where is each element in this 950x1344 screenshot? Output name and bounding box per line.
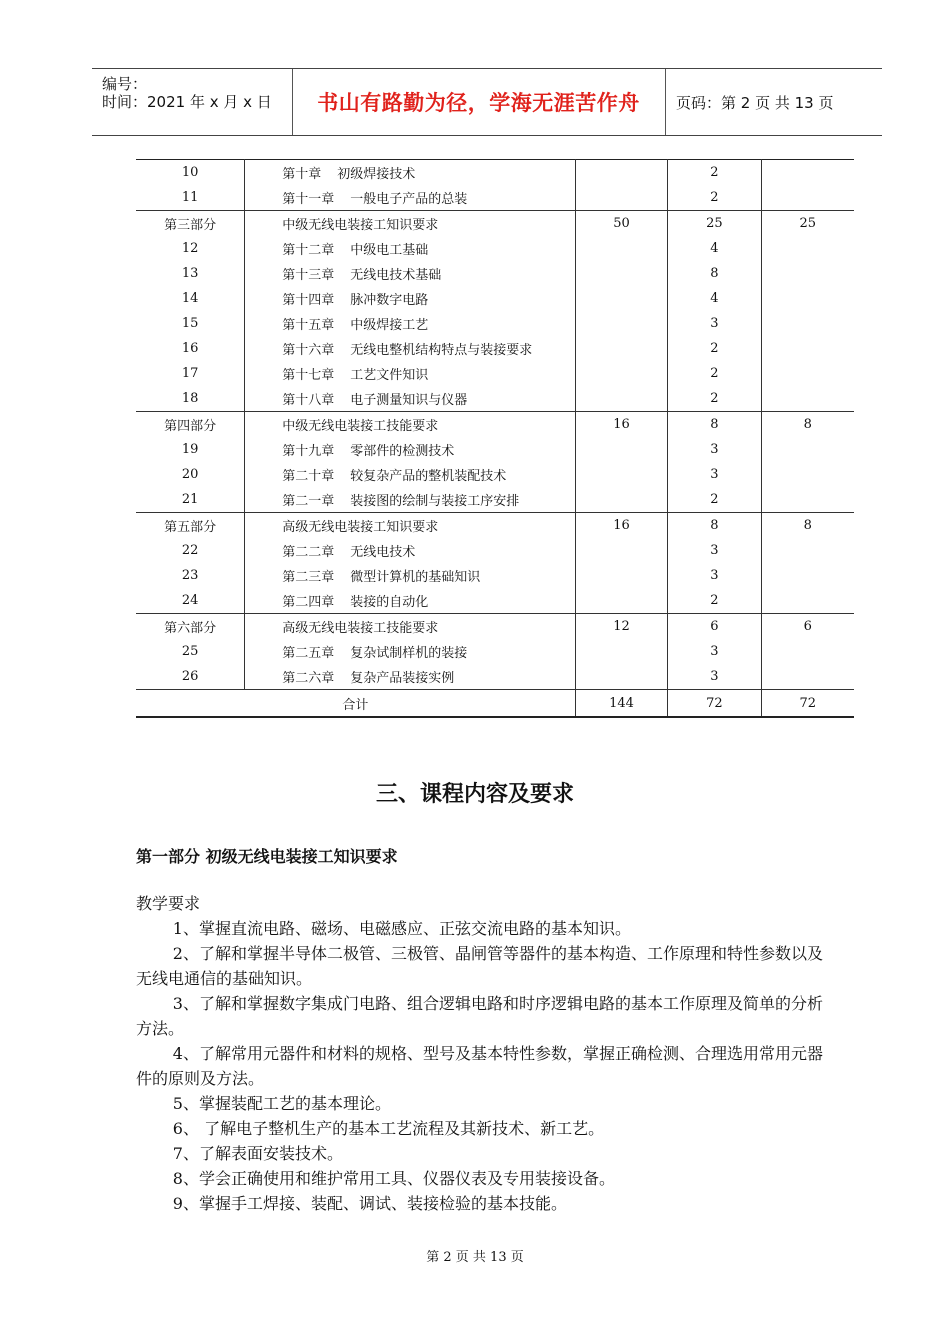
requirement-item: 3、了解和掌握数字集成门电路、组合逻辑电路和时序逻辑电路的基本工作原理及简单的分析方法。	[136, 994, 823, 1038]
chapter-label: 高级无线电装接工技能要求	[282, 621, 439, 636]
doc-code-label: 编号：	[102, 75, 148, 93]
theory-hours-cell: 2	[668, 487, 761, 513]
header-page-cell	[666, 69, 882, 135]
chapter-label: 第十四章	[282, 293, 335, 308]
header-motto-cell	[292, 69, 666, 135]
row-title-cell	[245, 160, 576, 186]
doc-time-label: 时间：2021 年 x 月 x 日	[102, 93, 272, 111]
row-title-cell	[245, 361, 576, 386]
practice-hours-cell: 25	[761, 211, 854, 237]
theory-hours-cell: 3	[668, 664, 761, 690]
row-title-cell	[245, 236, 576, 261]
table-row	[136, 412, 854, 438]
chapter-label: 第十一章	[282, 192, 335, 207]
table-row	[136, 538, 854, 563]
course-hours-table	[136, 159, 854, 718]
table-row	[136, 487, 854, 513]
total-hours-cell	[575, 185, 667, 211]
row-id-cell: 14	[136, 286, 245, 311]
chapter-label: 第二一章	[282, 494, 335, 509]
table-row	[136, 437, 854, 462]
row-title-cell	[245, 261, 576, 286]
theory-hours-cell: 3	[668, 563, 761, 588]
practice-hours-cell	[761, 538, 854, 563]
total-hours-cell: 16	[575, 412, 667, 438]
chapter-title: 一般电子产品的总装	[350, 192, 468, 207]
total-hours-cell	[575, 261, 667, 286]
total-hours-cell: 16	[575, 513, 667, 539]
total-hours-cell: 12	[575, 614, 667, 640]
chapter-title: 零部件的检测技术	[350, 444, 455, 459]
total-practice-cell: 72	[761, 690, 854, 718]
theory-hours-cell: 8	[668, 412, 761, 438]
theory-hours-cell: 3	[668, 437, 761, 462]
theory-hours-cell: 2	[668, 160, 761, 186]
practice-hours-cell	[761, 639, 854, 664]
total-hours-cell	[575, 160, 667, 186]
total-hours-cell	[575, 286, 667, 311]
practice-hours-cell	[761, 588, 854, 614]
row-id-cell: 25	[136, 639, 245, 664]
row-title-cell	[245, 336, 576, 361]
table-row	[136, 639, 854, 664]
row-title-cell	[245, 437, 576, 462]
row-id-cell: 24	[136, 588, 245, 614]
total-hours-cell	[575, 437, 667, 462]
row-id-cell: 16	[136, 336, 245, 361]
row-title-cell	[245, 185, 576, 211]
total-sum-cell: 144	[575, 690, 667, 718]
table-row	[136, 386, 854, 412]
row-title-cell	[245, 513, 576, 539]
chapter-label: 中级无线电装接工技能要求	[282, 419, 439, 434]
row-id-cell: 21	[136, 487, 245, 513]
practice-hours-cell	[761, 311, 854, 336]
row-id-cell: 17	[136, 361, 245, 386]
total-hours-cell	[575, 336, 667, 361]
chapter-label: 第二三章	[282, 570, 335, 585]
row-id-cell: 23	[136, 563, 245, 588]
chapter-title: 中级电工基础	[350, 243, 429, 258]
table-row	[136, 261, 854, 286]
requirement-item: 1、掌握直流电路、磁场、电磁感应、正弦交流电路的基本知识。	[172, 919, 631, 938]
row-id-cell: 15	[136, 311, 245, 336]
practice-hours-cell	[761, 437, 854, 462]
chapter-label: 第二五章	[282, 646, 335, 661]
table-row	[136, 185, 854, 211]
theory-hours-cell: 8	[668, 513, 761, 539]
table-row	[136, 236, 854, 261]
chapter-label: 高级无线电装接工知识要求	[282, 520, 439, 535]
practice-hours-cell	[761, 563, 854, 588]
row-title-cell	[245, 639, 576, 664]
row-id-cell: 10	[136, 160, 245, 186]
chapter-label: 中级无线电装接工知识要求	[282, 218, 439, 233]
chapter-title: 无线电技术	[350, 545, 416, 560]
table-row	[136, 160, 854, 186]
chapter-title: 脉冲数字电路	[350, 293, 429, 308]
chapter-title: 电子测量知识与仪器	[350, 393, 468, 408]
total-hours-cell	[575, 386, 667, 412]
chapter-title: 初级焊接技术	[337, 167, 416, 182]
total-label: 合计	[136, 690, 575, 718]
theory-hours-cell: 2	[668, 361, 761, 386]
practice-hours-cell	[761, 462, 854, 487]
table-row	[136, 614, 854, 640]
total-hours-cell	[575, 538, 667, 563]
table-row	[136, 211, 854, 237]
row-title-cell	[245, 563, 576, 588]
practice-hours-cell	[761, 664, 854, 690]
row-title-cell	[245, 614, 576, 640]
theory-hours-cell: 2	[668, 336, 761, 361]
table-row	[136, 311, 854, 336]
total-hours-cell	[575, 236, 667, 261]
chapter-title: 无线电技术基础	[350, 268, 442, 283]
requirement-item: 9、掌握手工焊接、装配、调试、装接检验的基本技能。	[172, 1194, 567, 1213]
section-title: 三、课程内容及要求	[375, 782, 574, 807]
total-hours-cell	[575, 563, 667, 588]
theory-hours-cell: 4	[668, 286, 761, 311]
chapter-title: 无线电整机结构特点与装接要求	[350, 343, 533, 358]
total-hours-cell	[575, 487, 667, 513]
chapter-title: 工艺文件知识	[350, 368, 429, 383]
table-row	[136, 336, 854, 361]
row-id-cell: 20	[136, 462, 245, 487]
page-footer: 第 2 页 共 13 页	[426, 1250, 524, 1265]
chapter-label: 第十二章	[282, 243, 335, 258]
total-hours-cell	[575, 361, 667, 386]
theory-hours-cell: 2	[668, 185, 761, 211]
practice-hours-cell	[761, 261, 854, 286]
row-id-cell: 12	[136, 236, 245, 261]
practice-hours-cell: 8	[761, 412, 854, 438]
row-id-cell: 第三部分	[136, 211, 245, 237]
total-hours-cell	[575, 664, 667, 690]
table-row	[136, 513, 854, 539]
requirement-item: 5、掌握装配工艺的基本理论。	[172, 1094, 391, 1113]
table-row	[136, 462, 854, 487]
theory-hours-cell: 25	[668, 211, 761, 237]
chapter-label: 第十九章	[282, 444, 335, 459]
practice-hours-cell	[761, 286, 854, 311]
requirements-list	[136, 916, 836, 1216]
requirement-item: 4、了解常用元器件和材料的规格、型号及基本特性参数，掌握正确检测、合理选用常用元器件的原则及方法。	[136, 1044, 823, 1088]
row-title-cell	[245, 462, 576, 487]
table-row	[136, 563, 854, 588]
practice-hours-cell	[761, 160, 854, 186]
row-id-cell: 13	[136, 261, 245, 286]
row-title-cell	[245, 311, 576, 336]
requirement-item: 2、了解和掌握半导体二极管、三极管、晶闸管等器件的基本构造、工作原理和特性参数以及无线电通信的基础知识。	[136, 944, 823, 988]
row-id-cell: 26	[136, 664, 245, 690]
chapter-title: 中级焊接工艺	[350, 318, 429, 333]
part-title: 第一部分 初级无线电装接工知识要求	[136, 847, 398, 866]
theory-hours-cell: 3	[668, 639, 761, 664]
practice-hours-cell	[761, 336, 854, 361]
header-motto: 书山有路勤为径，学海无涯苦作舟	[317, 91, 640, 115]
header-page-info: 页码：第 2 页 共 13 页	[676, 93, 834, 112]
practice-hours-cell	[761, 236, 854, 261]
row-title-cell	[245, 664, 576, 690]
row-id-cell: 22	[136, 538, 245, 563]
theory-hours-cell: 8	[668, 261, 761, 286]
chapter-label: 第二六章	[282, 671, 335, 686]
table-row	[136, 588, 854, 614]
requirements-body	[136, 891, 836, 1216]
chapter-label: 第十六章	[282, 343, 335, 358]
row-id-cell: 11	[136, 185, 245, 211]
table-row	[136, 286, 854, 311]
requirement-item: 8、学会正确使用和维护常用工具、仪器仪表及专用装接设备。	[172, 1169, 615, 1188]
practice-hours-cell	[761, 487, 854, 513]
chapter-label: 第十八章	[282, 393, 335, 408]
total-theory-cell: 72	[668, 690, 761, 718]
row-id-cell: 18	[136, 386, 245, 412]
chapter-label: 第十章	[282, 167, 322, 182]
theory-hours-cell: 3	[668, 462, 761, 487]
theory-hours-cell: 2	[668, 386, 761, 412]
total-hours-cell	[575, 462, 667, 487]
total-hours-cell	[575, 588, 667, 614]
theory-hours-cell: 3	[668, 311, 761, 336]
row-title-cell	[245, 538, 576, 563]
practice-hours-cell	[761, 185, 854, 211]
chapter-label: 第十七章	[282, 368, 335, 383]
requirement-item: 7、了解表面安装技术。	[172, 1144, 343, 1163]
theory-hours-cell: 3	[668, 538, 761, 563]
table-total-row	[136, 690, 854, 718]
row-id-cell: 第四部分	[136, 412, 245, 438]
requirement-item: 6、 了解电子整机生产的基本工艺流程及其新技术、新工艺。	[172, 1119, 605, 1138]
chapter-title: 较复杂产品的整机装配技术	[350, 469, 507, 484]
chapter-label: 第十三章	[282, 268, 335, 283]
chapter-label: 第二四章	[282, 595, 335, 610]
row-id-cell: 第五部分	[136, 513, 245, 539]
practice-hours-cell: 6	[761, 614, 854, 640]
theory-hours-cell: 6	[668, 614, 761, 640]
chapter-label: 第十五章	[282, 318, 335, 333]
practice-hours-cell	[761, 386, 854, 412]
row-id-cell: 第六部分	[136, 614, 245, 640]
table-row	[136, 664, 854, 690]
total-hours-cell	[575, 311, 667, 336]
total-hours-cell	[575, 639, 667, 664]
row-title-cell	[245, 487, 576, 513]
chapter-title: 装接图的绘制与装接工序安排	[350, 494, 520, 509]
chapter-title: 微型计算机的基础知识	[350, 570, 481, 585]
chapter-label: 第二二章	[282, 545, 335, 560]
theory-hours-cell: 2	[668, 588, 761, 614]
table-row	[136, 361, 854, 386]
chapter-title: 复杂产品装接实例	[350, 671, 455, 686]
header-meta	[92, 69, 293, 135]
row-title-cell	[245, 286, 576, 311]
page-header	[92, 68, 882, 136]
row-id-cell: 19	[136, 437, 245, 462]
theory-hours-cell: 4	[668, 236, 761, 261]
row-title-cell	[245, 412, 576, 438]
row-title-cell	[245, 588, 576, 614]
chapter-title: 装接的自动化	[350, 595, 429, 610]
requirements-intro: 教学要求	[136, 894, 201, 913]
total-hours-cell: 50	[575, 211, 667, 237]
chapter-title: 复杂试制样机的装接	[350, 646, 468, 661]
row-title-cell	[245, 211, 576, 237]
row-title-cell	[245, 386, 576, 412]
practice-hours-cell	[761, 361, 854, 386]
chapter-label: 第二十章	[282, 469, 335, 484]
practice-hours-cell: 8	[761, 513, 854, 539]
